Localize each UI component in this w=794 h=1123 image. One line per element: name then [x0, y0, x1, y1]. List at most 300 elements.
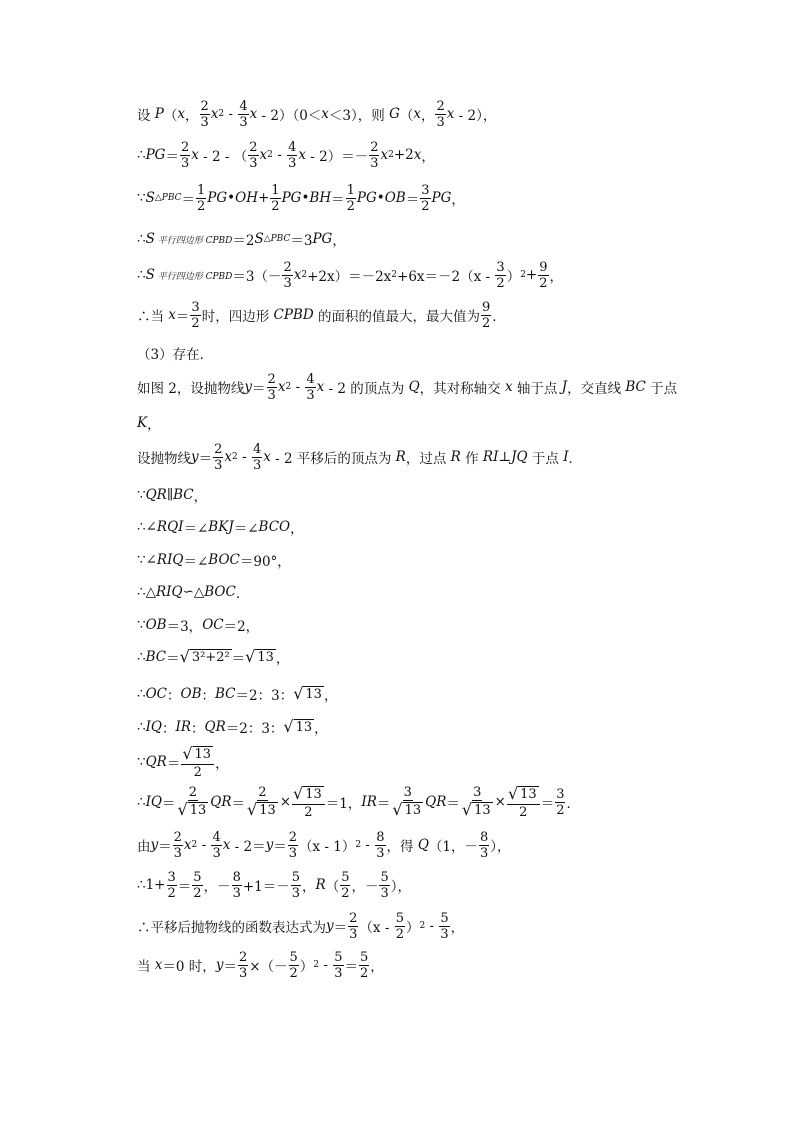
fraction — [340, 871, 350, 900]
square-root — [245, 646, 276, 666]
solution-line — [137, 745, 724, 779]
text-run: ＝ — [165, 149, 179, 165]
text-run: y — [215, 957, 224, 973]
text-run: - — [197, 837, 211, 853]
fraction — [192, 871, 202, 900]
fraction-denominator: 2 — [539, 275, 548, 291]
text-run: IQ — [145, 719, 162, 735]
text-run: QR — [145, 487, 167, 503]
text-run: x — [380, 147, 389, 163]
fraction-numerator: 4 — [252, 441, 262, 457]
radicand: 13 — [295, 719, 313, 735]
fraction-numerator: 4 — [306, 371, 315, 387]
fraction — [181, 743, 214, 780]
text-run: RI — [482, 449, 499, 465]
fraction — [375, 831, 385, 860]
fraction-denominator: 3 — [480, 845, 489, 861]
solution-line — [137, 440, 724, 474]
text-run: x — [277, 379, 286, 395]
fraction-numerator: 4 — [212, 829, 221, 845]
text-run: OB — [180, 686, 202, 702]
radical-sign-icon: √ — [245, 646, 256, 666]
text-run: ） — [506, 269, 521, 285]
text-run: ． — [568, 451, 583, 467]
text-run: ）， — [390, 879, 412, 895]
text-run: - 2）（0＜ — [257, 108, 322, 124]
text-run: ，过点 — [405, 451, 451, 467]
solution-line — [137, 406, 724, 440]
fraction — [305, 373, 315, 402]
text-run: ，交直线 — [567, 381, 626, 397]
text-run: ∵∠ — [137, 552, 157, 568]
text-run: ， — [332, 233, 346, 249]
text-run: - — [272, 147, 287, 163]
text-run: + — [525, 267, 538, 283]
text-run: 平行四边形 CPBD — [154, 271, 233, 282]
text-run: ＝ — [273, 839, 287, 855]
text-run: x — [191, 147, 199, 163]
text-run: ∴平移后抛物线的函数表达式为 — [137, 920, 326, 936]
text-run: ， — [147, 417, 161, 433]
fraction-denominator: 3 — [283, 275, 292, 291]
text-run: ＝3 — [290, 233, 313, 249]
text-run: x — [259, 147, 268, 163]
fraction-numerator: 5 — [341, 869, 350, 885]
text-run: x — [177, 106, 186, 122]
solution-line — [137, 948, 724, 982]
text-run: 2 — [218, 109, 225, 119]
text-run: - 2 平移后的顶点为 — [270, 451, 396, 467]
square-root — [293, 783, 324, 803]
text-run: +2x）＝－2x — [307, 269, 392, 285]
fraction-denominator: 3 — [380, 885, 389, 901]
text-run: △PBC — [154, 193, 182, 203]
fraction-numerator: 8 — [376, 829, 385, 845]
fraction-denominator: 2 — [197, 198, 206, 214]
text-run: ×（－ — [249, 959, 288, 975]
solution-line — [137, 222, 724, 256]
fraction-numerator — [292, 783, 325, 805]
radical-sign-icon: √ — [293, 683, 304, 703]
text-run: ＝∠ — [183, 521, 209, 537]
text-run: ． — [235, 586, 250, 602]
text-run: I — [563, 449, 569, 465]
fraction-numerator: 1 — [346, 182, 355, 198]
text-run: ： — [191, 721, 205, 737]
text-run: - — [425, 918, 439, 934]
fraction — [238, 951, 248, 980]
text-run: ⊥ — [498, 449, 512, 465]
text-run: Q — [408, 379, 420, 395]
text-run: ∵ — [137, 617, 146, 633]
fraction-denominator — [391, 801, 424, 819]
text-run: ＝ — [331, 192, 345, 208]
text-run: • — [227, 190, 236, 206]
text-run: ＝ — [223, 959, 237, 975]
fraction-denominator: 3 — [238, 965, 248, 981]
fraction-denominator: 3 — [267, 387, 276, 403]
text-run: PG — [145, 147, 166, 163]
text-run: 平行四边形 CPBD — [154, 235, 233, 246]
fraction-numerator: 5 — [334, 949, 343, 965]
text-run: - — [237, 449, 251, 465]
fraction-numerator: 5 — [289, 949, 298, 965]
text-run: PG — [207, 190, 228, 206]
text-run: 2 — [388, 150, 394, 160]
fraction-numerator: 3 — [191, 299, 200, 315]
text-run: +6x＝－2（x - — [397, 269, 495, 285]
fraction — [270, 184, 280, 213]
text-run: ∵ — [137, 754, 146, 770]
solution-line — [137, 640, 724, 674]
text-run: ＝ — [446, 796, 460, 812]
text-run: QR — [204, 719, 226, 735]
text-run: （3）存在． — [137, 347, 214, 363]
text-run: × — [279, 794, 292, 810]
solution-line — [137, 543, 724, 577]
solution-line — [137, 575, 724, 609]
text-run: OC — [145, 686, 167, 702]
fraction-denominator: 2 — [193, 885, 202, 901]
text-run: ， — [549, 269, 564, 285]
square-root — [179, 646, 232, 666]
radicand: 13 — [305, 686, 322, 702]
text-run: 作 — [460, 451, 483, 467]
text-run: ＝ — [231, 651, 246, 667]
text-run: ） — [405, 920, 420, 936]
text-run: PG — [431, 190, 452, 206]
text-run: ＝ — [198, 451, 213, 467]
fraction — [391, 786, 424, 819]
text-run: +1＝－ — [242, 879, 290, 895]
fraction-denominator: 2 — [304, 804, 313, 820]
fraction-numerator: 2 — [258, 784, 267, 800]
text-run: 的面积的值最大，最大值为 — [313, 309, 480, 325]
text-run: S — [145, 190, 155, 206]
fraction — [538, 261, 548, 290]
fraction — [252, 443, 262, 472]
text-run: QR — [210, 794, 232, 810]
text-run: ∴ — [137, 794, 146, 810]
solution-line — [137, 909, 724, 943]
fraction-numerator: 2 — [288, 829, 297, 845]
fraction — [333, 951, 343, 980]
text-run: 2 — [285, 382, 292, 392]
fraction-denominator: 3 — [239, 114, 248, 130]
radicand: 13 — [520, 786, 537, 802]
text-run: ∴ — [137, 267, 146, 283]
text-run: 2 — [267, 150, 273, 160]
text-run: （1，－ — [428, 839, 478, 855]
fraction — [190, 301, 200, 330]
fraction-denominator: 2 — [556, 802, 565, 818]
solution-line — [137, 336, 724, 370]
text-run: ＝ — [166, 651, 180, 667]
text-run: 2 — [355, 840, 362, 850]
fraction — [292, 783, 325, 820]
solution-line — [137, 828, 724, 862]
fraction — [282, 261, 292, 290]
text-run: - 2 的顶点为 — [324, 381, 409, 397]
text-run: ， — [302, 879, 316, 895]
text-run: P — [154, 106, 164, 122]
fraction-denominator: 2 — [496, 275, 505, 291]
text-run: x — [316, 379, 325, 395]
fraction-denominator: 3 — [249, 155, 258, 171]
square-root — [392, 799, 423, 819]
text-run: ： — [162, 721, 176, 737]
text-run: G — [389, 106, 400, 122]
text-run: 2 — [232, 452, 238, 462]
fraction — [287, 141, 297, 170]
fraction-denominator: 2 — [421, 198, 430, 214]
text-run: ＝1， — [325, 796, 362, 812]
text-run: - — [291, 379, 305, 395]
text-run: ＝∠ — [183, 554, 209, 570]
fraction — [346, 184, 356, 213]
text-run: BC — [173, 487, 194, 503]
text-run: ＝ — [177, 879, 192, 895]
solution-line — [137, 710, 724, 744]
fraction-denominator: 3 — [288, 155, 297, 171]
text-run: x — [298, 147, 306, 163]
text-run: ＝ — [175, 309, 190, 325]
solution-line — [137, 785, 724, 819]
text-run: ． — [566, 796, 580, 812]
text-run: • — [301, 190, 310, 206]
text-run: 2 — [313, 960, 320, 970]
text-run: ，其对称轴交 — [419, 381, 505, 397]
text-run: ∵ — [137, 190, 146, 206]
text-run: R — [315, 877, 326, 893]
text-run: BC — [625, 379, 646, 395]
fraction — [359, 951, 369, 980]
text-run: ∵ — [137, 487, 146, 503]
text-run: OH — [235, 190, 258, 206]
text-run: 于点 — [645, 381, 678, 397]
text-run: （x - 1） — [299, 839, 356, 855]
text-run: 2 — [520, 270, 526, 280]
text-run: ＝0 时， — [162, 959, 216, 975]
fraction-numerator: 2 — [188, 784, 198, 800]
text-run: BCO — [258, 519, 291, 535]
text-run: JQ — [511, 449, 528, 465]
text-run: x — [321, 106, 329, 122]
fraction-numerator: 3 — [403, 784, 412, 800]
text-run: ＝ — [166, 756, 181, 772]
text-run: ，－ — [203, 879, 231, 895]
fraction-denominator: 2 — [289, 965, 298, 981]
text-run: K — [137, 415, 148, 431]
text-run: x — [222, 837, 231, 853]
text-run: ： — [167, 688, 181, 704]
fraction-numerator: 8 — [480, 829, 489, 845]
text-run: ∴∠ — [137, 519, 157, 535]
fraction-numerator: 8 — [232, 869, 241, 885]
fraction-denominator: 3 — [440, 926, 449, 942]
text-run: ， — [314, 721, 328, 737]
solution-line — [137, 370, 724, 404]
square-root — [293, 683, 324, 703]
radicand: 13 — [189, 802, 207, 818]
text-run: RQI — [156, 519, 184, 535]
text-run: 于点 — [527, 451, 564, 467]
text-run: ＝ — [252, 381, 266, 397]
fraction — [439, 912, 449, 941]
text-run: （x - — [359, 920, 394, 936]
text-run: （ — [325, 879, 340, 895]
fraction — [420, 184, 430, 213]
text-run: 如图 2，设抛物线 — [137, 381, 245, 397]
solution-line — [137, 677, 724, 711]
fraction-numerator: 1 — [197, 182, 206, 198]
text-run: ∴ — [137, 649, 146, 665]
fraction-denominator — [461, 801, 494, 819]
text-run: BKJ — [208, 519, 234, 535]
fraction-denominator: 3 — [214, 457, 223, 473]
fraction-denominator: 2 — [193, 764, 202, 780]
text-run: ， — [451, 192, 465, 208]
solution-line — [137, 608, 724, 642]
radicand: 13 — [305, 786, 322, 802]
fraction-numerator: 3 — [167, 869, 176, 885]
text-run: ， — [420, 108, 435, 124]
fraction-denominator: 3 — [436, 114, 445, 130]
text-run: 轴于点 — [512, 381, 562, 397]
text-run: x — [154, 957, 163, 973]
fraction-numerator: 5 — [291, 869, 301, 885]
fraction — [196, 184, 206, 213]
fraction-numerator: 5 — [440, 910, 449, 926]
fraction-numerator: 5 — [193, 869, 202, 885]
text-run: ＝2：3： — [225, 721, 284, 737]
fraction-numerator: 2 — [214, 441, 223, 457]
fraction — [167, 871, 177, 900]
fraction-numerator — [181, 743, 214, 765]
radical-sign-icon: √ — [182, 743, 193, 763]
fraction-denominator: 2 — [481, 315, 491, 331]
text-run: ， — [421, 149, 435, 165]
text-run: - 2 - （ — [198, 149, 248, 165]
text-run: RIQ — [155, 584, 183, 600]
text-run: • — [376, 190, 385, 206]
square-root — [283, 716, 314, 736]
solution-line — [137, 181, 724, 215]
text-run: ∴1+ — [137, 877, 166, 893]
text-run: 2 — [391, 270, 398, 280]
text-run: ∴ — [137, 147, 146, 163]
text-run: IR — [175, 719, 191, 735]
square-root — [507, 783, 539, 803]
fraction — [395, 912, 405, 941]
text-run: ， — [185, 108, 199, 124]
text-run: CPBD — [273, 307, 314, 323]
text-run: x — [210, 106, 219, 122]
text-run: ＜3），则 — [328, 108, 390, 124]
fraction-denominator: 3 — [334, 965, 343, 981]
text-run: + — [257, 190, 270, 206]
text-run: OB — [145, 617, 167, 633]
text-run: S — [254, 231, 264, 247]
fraction — [379, 871, 389, 900]
square-root — [246, 799, 278, 819]
solution-line — [137, 868, 724, 902]
text-run: ＝2， — [223, 619, 260, 635]
fraction — [479, 831, 489, 860]
fraction-denominator: 3 — [370, 155, 379, 171]
fraction-denominator: 3 — [173, 845, 182, 861]
text-run: y — [265, 837, 274, 853]
text-run: ＝ — [158, 839, 172, 855]
text-run: - 2）＝－ — [305, 149, 369, 165]
text-run: 当 — [137, 959, 155, 975]
text-run: x — [249, 106, 258, 122]
fraction-denominator: 3 — [252, 457, 262, 473]
fraction-denominator: 2 — [167, 885, 176, 901]
text-run: x — [413, 147, 422, 163]
text-run: 2 — [419, 921, 426, 931]
fraction-numerator — [507, 783, 540, 805]
fraction — [248, 141, 258, 170]
fraction — [481, 301, 491, 330]
radical-sign-icon: √ — [293, 783, 304, 803]
text-run: ＝ — [231, 796, 245, 812]
solution-line — [137, 138, 724, 172]
text-run: S — [145, 231, 155, 247]
text-run: x — [168, 307, 176, 323]
text-run: PG — [281, 190, 302, 206]
text-run: +2 — [393, 147, 414, 163]
fraction — [246, 786, 279, 819]
radical-sign-icon: √ — [246, 799, 258, 819]
fraction-denominator: 2 — [191, 315, 200, 331]
fraction — [211, 831, 221, 860]
fraction-denominator: 3 — [200, 114, 209, 130]
fraction — [495, 261, 505, 290]
text-run: R — [395, 449, 406, 465]
text-run: x — [263, 449, 271, 465]
text-run: x — [413, 106, 421, 122]
text-run: S — [145, 267, 155, 283]
text-run: ， — [450, 920, 465, 936]
text-run: BC — [215, 686, 236, 702]
fraction-denominator: 3 — [291, 885, 301, 901]
text-run: OC — [202, 617, 224, 633]
text-run: ∴ — [137, 231, 146, 247]
text-run: y — [191, 449, 199, 465]
text-run: J — [561, 379, 568, 395]
text-run: x — [293, 267, 302, 283]
fraction — [238, 100, 248, 129]
fraction-denominator — [177, 801, 210, 819]
text-run: ， — [215, 756, 229, 772]
text-run: ＝3， — [166, 619, 203, 635]
fraction — [267, 373, 277, 402]
text-run: ＝ — [405, 192, 420, 208]
text-run: 设 — [137, 108, 155, 124]
radical-sign-icon: √ — [177, 799, 188, 819]
radicand: 13 — [257, 649, 274, 665]
text-run: ＝ — [540, 796, 555, 812]
text-run: y — [326, 918, 334, 934]
fraction-denominator: 3 — [349, 926, 358, 942]
fraction-numerator: 2 — [173, 829, 182, 845]
fraction — [461, 786, 494, 819]
fraction-numerator: 2 — [180, 139, 190, 155]
square-root — [182, 743, 213, 763]
text-run: - 2＝ — [230, 839, 266, 855]
fraction — [232, 871, 242, 900]
